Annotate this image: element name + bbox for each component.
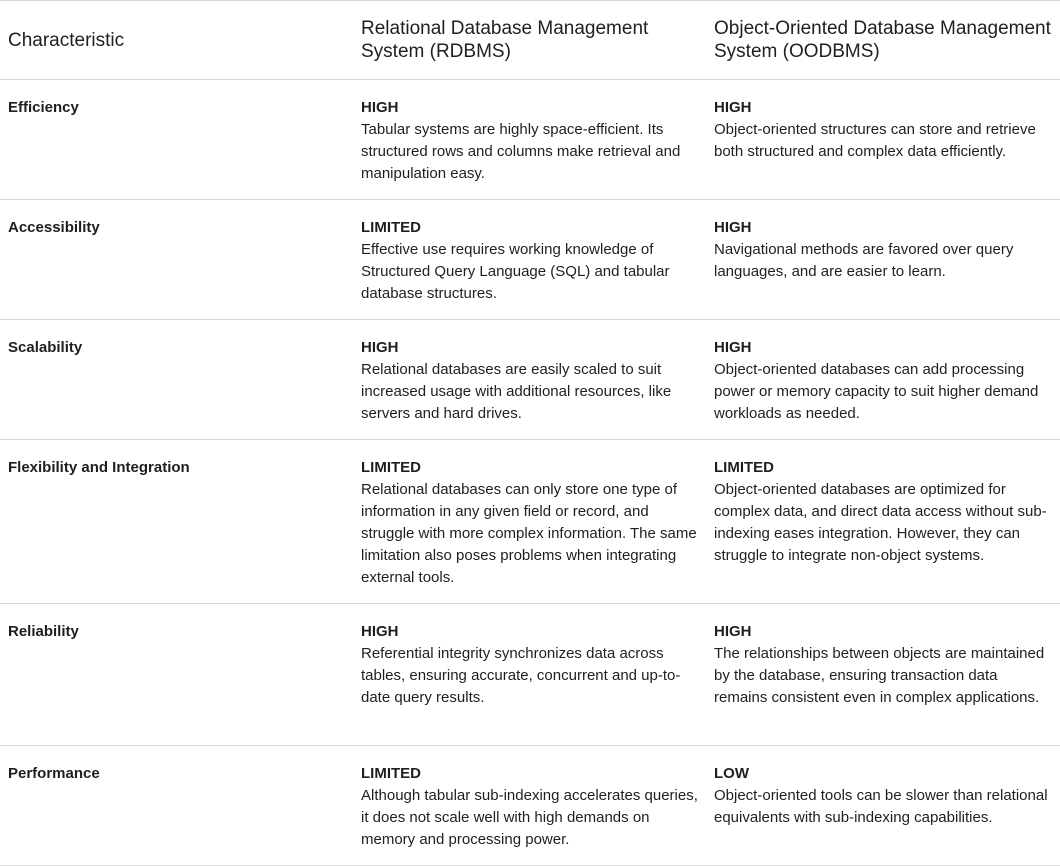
rdbms-rating: HIGH <box>361 623 399 640</box>
rdbms-cell <box>353 337 706 439</box>
oodbms-cell <box>706 621 1060 745</box>
row-characteristic: Performance <box>8 765 100 782</box>
rdbms-cell <box>353 621 706 745</box>
oodbms-description: Object-oriented structures can store and retrieve both structured and complex data efficiently. <box>714 121 1036 160</box>
oodbms-cell <box>706 337 1060 439</box>
oodbms-rating: LOW <box>714 765 749 782</box>
header-oodbms: Object-Oriented Database Management System (OODBMS) <box>714 18 1051 62</box>
rdbms-rating: LIMITED <box>361 765 421 782</box>
table-header-row <box>0 1 1060 80</box>
table-row <box>0 746 1060 866</box>
header-characteristic: Characteristic <box>8 29 125 51</box>
oodbms-rating: HIGH <box>714 339 752 356</box>
rdbms-description: Relational databases can only store one type of information in any given field or record, and struggle with more complex information. The same limitation also poses problems when integrating external tools. <box>361 481 697 586</box>
rdbms-cell <box>353 97 706 199</box>
table-row <box>0 440 1060 604</box>
rdbms-cell <box>353 763 706 865</box>
oodbms-description: The relationships between objects are maintained by the database, ensuring transaction data remains consistent even in complex applications. <box>714 645 1045 706</box>
rdbms-description: Referential integrity synchronizes data across tables, ensuring accurate, concurrent and up-to-date query results. <box>361 645 681 706</box>
oodbms-description: Object-oriented tools can be slower than relational equivalents with sub-indexing capabilities. <box>714 787 1048 826</box>
table-row <box>0 80 1060 200</box>
rdbms-rating: LIMITED <box>361 219 421 236</box>
table-row <box>0 320 1060 440</box>
oodbms-rating: HIGH <box>714 219 752 236</box>
rdbms-cell <box>353 457 706 603</box>
rdbms-description: Relational databases are easily scaled to suit increased usage with additional resources, like servers and hard drives. <box>361 361 672 422</box>
row-characteristic: Accessibility <box>8 219 100 236</box>
oodbms-cell <box>706 217 1060 319</box>
table-row <box>0 604 1060 746</box>
oodbms-rating: HIGH <box>714 623 752 640</box>
oodbms-description: Object-oriented databases are optimized for complex data, and direct data access without sub-indexing eases integration. However, they can struggle to integrate non-object systems. <box>714 481 1047 564</box>
rdbms-description: Although tabular sub-indexing accelerates queries, it does not scale well with high demands on memory and processing power. <box>361 787 698 848</box>
oodbms-rating: HIGH <box>714 99 752 116</box>
rdbms-cell <box>353 217 706 319</box>
row-characteristic: Flexibility and Integration <box>8 459 190 476</box>
oodbms-description: Object-oriented databases can add processing power or memory capacity to suit higher demand workloads as needed. <box>714 361 1039 422</box>
oodbms-cell <box>706 97 1060 199</box>
oodbms-rating: LIMITED <box>714 459 774 476</box>
table-row <box>0 200 1060 320</box>
oodbms-cell <box>706 457 1060 603</box>
row-characteristic: Scalability <box>8 339 83 356</box>
oodbms-description: Navigational methods are favored over query languages, and are easier to learn. <box>714 241 1014 280</box>
row-characteristic: Reliability <box>8 623 79 640</box>
rdbms-rating: HIGH <box>361 339 399 356</box>
row-characteristic: Efficiency <box>8 99 79 116</box>
rdbms-description: Tabular systems are highly space-efficient. Its structured rows and columns make retrieval and manipulation easy. <box>361 121 681 182</box>
rdbms-rating: LIMITED <box>361 459 421 476</box>
rdbms-description: Effective use requires working knowledge of Structured Query Language (SQL) and tabular database structures. <box>361 241 670 302</box>
oodbms-cell <box>706 763 1060 865</box>
header-rdbms: Relational Database Management System (RDBMS) <box>361 18 649 62</box>
rdbms-rating: HIGH <box>361 99 399 116</box>
